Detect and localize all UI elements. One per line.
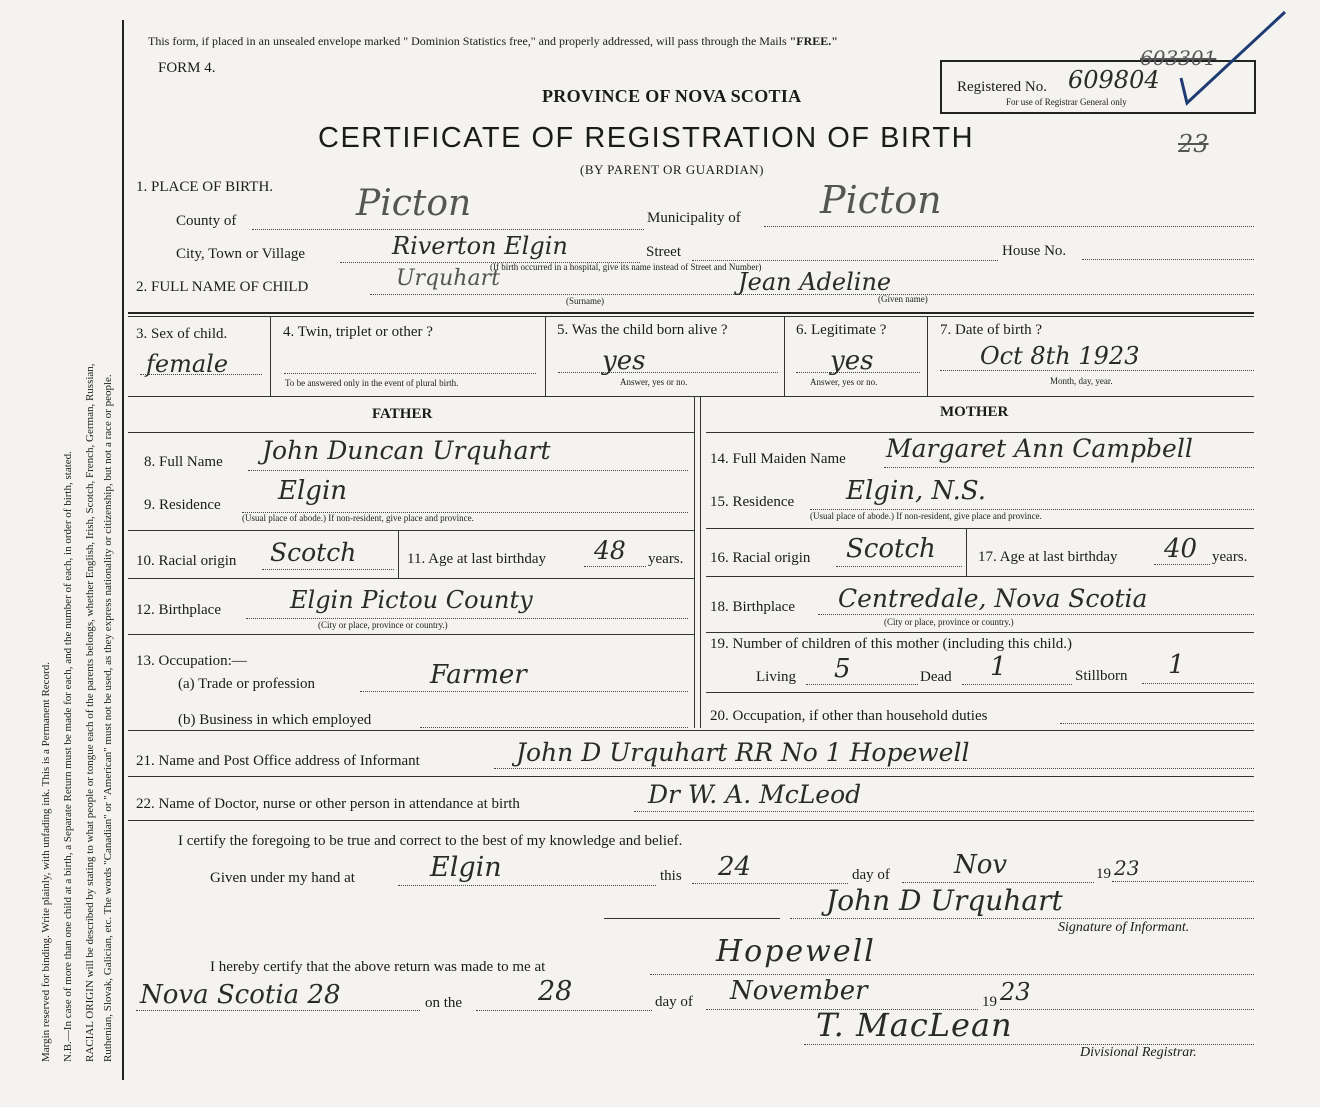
province-heading: PROVINCE OF NOVA SCOTIA xyxy=(542,86,802,106)
registrar-year-prefix: 19 xyxy=(982,994,997,1010)
children-count-label: 19. Number of children of this mother (including this child.) xyxy=(710,636,1073,652)
margin-note-multiple-births: N.B.—In case of more than one child at a birth, a Separate Return must be made for each, and the number of each, in order of birth, stated. xyxy=(62,451,74,1062)
county-value: Picton xyxy=(356,183,472,224)
surname-caption: (Surname) xyxy=(566,296,604,306)
father-racial-line xyxy=(262,569,394,570)
father-occupation-label: 13. Occupation:— xyxy=(136,653,247,669)
mother-rule-3 xyxy=(706,576,1254,577)
sex-value: female xyxy=(146,350,229,378)
parents-divider-b xyxy=(700,396,701,728)
mother-racial-value: Scotch xyxy=(846,534,936,564)
mother-racial-label: 16. Racial origin xyxy=(710,550,811,566)
section-rule-informant xyxy=(128,776,1254,777)
registrar-date-note: Nova Scotia 28 xyxy=(140,980,341,1010)
section-rule-top-inner xyxy=(128,316,1254,317)
municipality-label: Municipality of xyxy=(647,210,741,226)
mother-age-line xyxy=(1154,564,1210,565)
father-business-label: (b) Business in which employed xyxy=(178,712,372,728)
given-place-line xyxy=(398,885,656,886)
crossed-number: 603301 xyxy=(1140,46,1217,70)
father-trade-line xyxy=(360,691,688,692)
registrar-note-line xyxy=(136,1010,420,1011)
registrar-year-value: 23 xyxy=(1000,978,1031,1006)
father-racial-value: Scotch xyxy=(270,538,357,567)
father-years-label: years. xyxy=(648,551,684,567)
section-rule-doctor xyxy=(128,820,1254,821)
alive-label: 5. Was the child born alive ? xyxy=(557,322,728,338)
father-birthplace-caption: (City or place, province or country.) xyxy=(318,620,448,630)
street-label: Street xyxy=(646,244,681,260)
hospital-note: (If birth occurred in a hospital, give its name instead of Street and Number) xyxy=(490,262,762,272)
month-value: Nov xyxy=(954,850,1008,880)
divisional-registrar-caption: Divisional Registrar. xyxy=(1080,1045,1197,1060)
dead-line xyxy=(962,684,1072,685)
mother-rule-4 xyxy=(706,632,1254,633)
mail-notice xyxy=(148,34,838,49)
living-line xyxy=(806,684,918,685)
section-rule-parents-bottom xyxy=(128,730,1254,731)
mother-occupation-line xyxy=(1060,723,1254,724)
on-the-label: on the xyxy=(425,995,463,1011)
mother-residence-label: 15. Residence xyxy=(710,494,795,510)
divider-legit-dob xyxy=(927,316,928,396)
dob-caption: Month, day, year. xyxy=(1050,376,1113,386)
mother-years-label: years. xyxy=(1212,549,1248,565)
mail-notice-text: This form, if placed in an unsealed envelope marked " Dominion Statistics free," and properly addressed, will pass through the Mails xyxy=(148,34,790,48)
year-prefix: 19 xyxy=(1096,866,1111,882)
margin-note-racial-origin-1: RACIAL ORIGIN will be described by stating to what people or tongue each of the parents belongs, whether English, Irish, Scotch, French, German, Russian, xyxy=(84,363,96,1062)
county-line xyxy=(252,229,644,230)
mother-birthplace-line xyxy=(818,614,1254,615)
father-birthplace-label: 12. Birthplace xyxy=(136,602,221,618)
legitimate-label: 6. Legitimate ? xyxy=(796,322,887,338)
mother-name-label: 14. Full Maiden Name xyxy=(710,451,846,467)
stillborn-label: Stillborn xyxy=(1075,668,1128,684)
mother-racial-line xyxy=(836,566,962,567)
parents-divider-a xyxy=(694,396,695,728)
county-label: County of xyxy=(176,213,237,229)
father-age-value: 48 xyxy=(594,536,626,565)
twin-line xyxy=(284,373,536,374)
section-rule-mid xyxy=(128,396,1254,397)
margin-note-binding: Margin reserved for binding. Write plainly, with unfading ink. This is a Permanent Record. xyxy=(40,662,52,1062)
stillborn-value: 1 xyxy=(1168,650,1185,680)
father-business-line xyxy=(420,727,688,728)
margin-note-racial-origin-2: Ruthenian, Slovak, Galician, etc. The words "Canadian" or "American" must not be used, as they express nationality or citizenship, but not a race or people. xyxy=(102,374,114,1062)
dead-label: Dead xyxy=(920,669,952,685)
mother-birthplace-value: Centredale, Nova Scotia xyxy=(838,584,1148,613)
father-residence-value: Elgin xyxy=(278,476,347,506)
child-name-label: 2. FULL NAME OF CHILD xyxy=(136,279,309,295)
living-value: 5 xyxy=(834,654,851,684)
father-age-line xyxy=(584,566,646,567)
registered-number: 609804 xyxy=(1068,66,1160,94)
twin-label: 4. Twin, triplet or other ? xyxy=(283,324,433,340)
informant-label: 21. Name and Post Office address of Informant xyxy=(136,753,420,769)
father-rule-3 xyxy=(128,578,694,579)
year-value: 23 xyxy=(1114,856,1140,880)
registrar-only-note: For use of Registrar General only xyxy=(1006,97,1127,107)
doctor-label: 22. Name of Doctor, nurse or other person in attendance at birth xyxy=(136,796,520,812)
registrar-year-line xyxy=(1000,1009,1254,1010)
given-under-label: Given under my hand at xyxy=(210,870,355,886)
alive-value: yes xyxy=(602,346,646,376)
dead-value: 1 xyxy=(990,652,1007,682)
mother-residence-value: Elgin, N.S. xyxy=(846,476,987,506)
certificate-title: CERTIFICATE OF REGISTRATION OF BIRTH xyxy=(318,122,975,154)
alive-caption: Answer, yes or no. xyxy=(620,377,688,387)
father-birthplace-value: Elgin Pictou County xyxy=(290,586,533,614)
margin-rule xyxy=(122,20,124,1080)
informant-signature-caption: Signature of Informant. xyxy=(1058,920,1190,935)
father-name-value: John Duncan Urquhart xyxy=(262,436,551,465)
mother-rule-1 xyxy=(706,432,1254,433)
house-label: House No. xyxy=(1002,243,1067,259)
certificate-subtitle: (BY PARENT OR GUARDIAN) xyxy=(580,162,765,177)
divider-alive-legit xyxy=(784,316,785,396)
blank-signature-line xyxy=(604,918,780,919)
registrar-statement: I hereby certify that the above return was made to me at xyxy=(210,959,546,975)
child-surname-value: Urquhart xyxy=(396,266,500,291)
registrar-place-line xyxy=(650,974,1254,975)
city-label: City, Town or Village xyxy=(176,246,306,262)
father-residence-caption: (Usual place of abode.) If non-resident, give place and province. xyxy=(242,513,474,523)
mother-age-label: 17. Age at last birthday xyxy=(978,549,1118,565)
doctor-line xyxy=(634,811,1254,812)
father-rule-2 xyxy=(128,530,694,531)
mother-rule-2 xyxy=(706,528,1254,529)
city-value: Riverton Elgin xyxy=(392,232,568,260)
registrar-place-value: Hopewell xyxy=(716,934,876,969)
informant-line xyxy=(494,768,1254,769)
mother-occupation-label: 20. Occupation, if other than household duties xyxy=(710,708,988,724)
this-label: this xyxy=(660,868,682,884)
legitimate-value: yes xyxy=(830,346,874,376)
father-name-line xyxy=(248,470,688,471)
house-line xyxy=(1082,259,1254,260)
registrar-signature: T. MacLean xyxy=(816,1006,1013,1044)
dob-label: 7. Date of birth ? xyxy=(940,322,1043,338)
mother-heading: MOTHER xyxy=(940,404,1009,420)
father-age-label: 11. Age at last birthday xyxy=(407,551,546,567)
day-of-label: day of xyxy=(852,867,890,883)
living-label: Living xyxy=(756,669,796,685)
mother-rule-5 xyxy=(706,692,1254,693)
dob-value: Oct 8th 1923 xyxy=(980,342,1140,370)
mother-racial-age-divider xyxy=(966,528,967,576)
this-day-value: 24 xyxy=(718,852,752,882)
street-line xyxy=(692,260,998,261)
father-trade-label: (a) Trade or profession xyxy=(178,676,316,692)
father-name-label: 8. Full Name xyxy=(144,454,223,470)
registrar-day-of-label: day of xyxy=(655,994,693,1010)
form-number: FORM 4. xyxy=(158,60,216,76)
registered-label: Registered No. xyxy=(957,79,1047,95)
mother-residence-line xyxy=(810,509,1254,510)
father-heading: FATHER xyxy=(372,406,433,422)
father-racial-label: 10. Racial origin xyxy=(136,553,237,569)
father-birthplace-line xyxy=(246,618,688,619)
registrar-day-value: 28 xyxy=(538,976,573,1007)
municipality-value: Picton xyxy=(820,178,942,222)
child-given-value: Jean Adeline xyxy=(738,268,892,296)
mother-birthplace-label: 18. Birthplace xyxy=(710,599,795,615)
sex-label: 3. Sex of child. xyxy=(136,326,228,342)
given-place-value: Elgin xyxy=(430,852,502,883)
informant-signature-line xyxy=(790,918,1254,919)
informant-signature: John D Urquhart xyxy=(826,884,1063,917)
mother-birthplace-caption: (City or place, province or country.) xyxy=(884,617,1014,627)
checkmark-icon xyxy=(1175,8,1295,108)
registrar-day-line xyxy=(476,1010,652,1011)
given-caption: (Given name) xyxy=(878,294,928,304)
this-day-line xyxy=(692,883,848,884)
municipality-line xyxy=(764,226,1254,227)
place-of-birth-heading: 1. PLACE OF BIRTH. xyxy=(136,179,274,195)
mother-name-line xyxy=(884,467,1254,468)
divider-twin-alive xyxy=(545,316,546,396)
alive-line xyxy=(558,372,778,373)
father-trade-value: Farmer xyxy=(430,660,527,690)
father-rule-4 xyxy=(128,634,694,635)
crossed-mark: 23 xyxy=(1178,130,1209,158)
certify-statement: I certify the foregoing to be true and correct to the best of my knowledge and belief. xyxy=(178,833,683,849)
mother-age-value: 40 xyxy=(1164,534,1198,564)
mother-name-value: Margaret Ann Campbell xyxy=(886,434,1193,463)
father-racial-age-divider xyxy=(398,530,399,578)
mail-notice-free: "FREE." xyxy=(789,34,838,48)
registrar-month-value: November xyxy=(730,976,868,1006)
month-line xyxy=(902,882,1094,883)
twin-note: To be answered only in the event of plural birth. xyxy=(285,378,459,388)
dob-line xyxy=(940,370,1254,371)
informant-value: John D Urquhart RR No 1 Hopewell xyxy=(516,738,970,767)
father-rule-1 xyxy=(128,432,694,433)
father-residence-label: 9. Residence xyxy=(144,497,221,513)
stillborn-line xyxy=(1142,683,1254,684)
doctor-value: Dr W. A. McLeod xyxy=(648,780,862,809)
divider-sex-twin xyxy=(270,316,271,396)
section-rule-top xyxy=(128,312,1254,314)
year-line xyxy=(1112,881,1254,882)
legitimate-caption: Answer, yes or no. xyxy=(810,377,878,387)
mother-residence-caption: (Usual place of abode.) If non-resident, give place and province. xyxy=(810,511,1042,521)
